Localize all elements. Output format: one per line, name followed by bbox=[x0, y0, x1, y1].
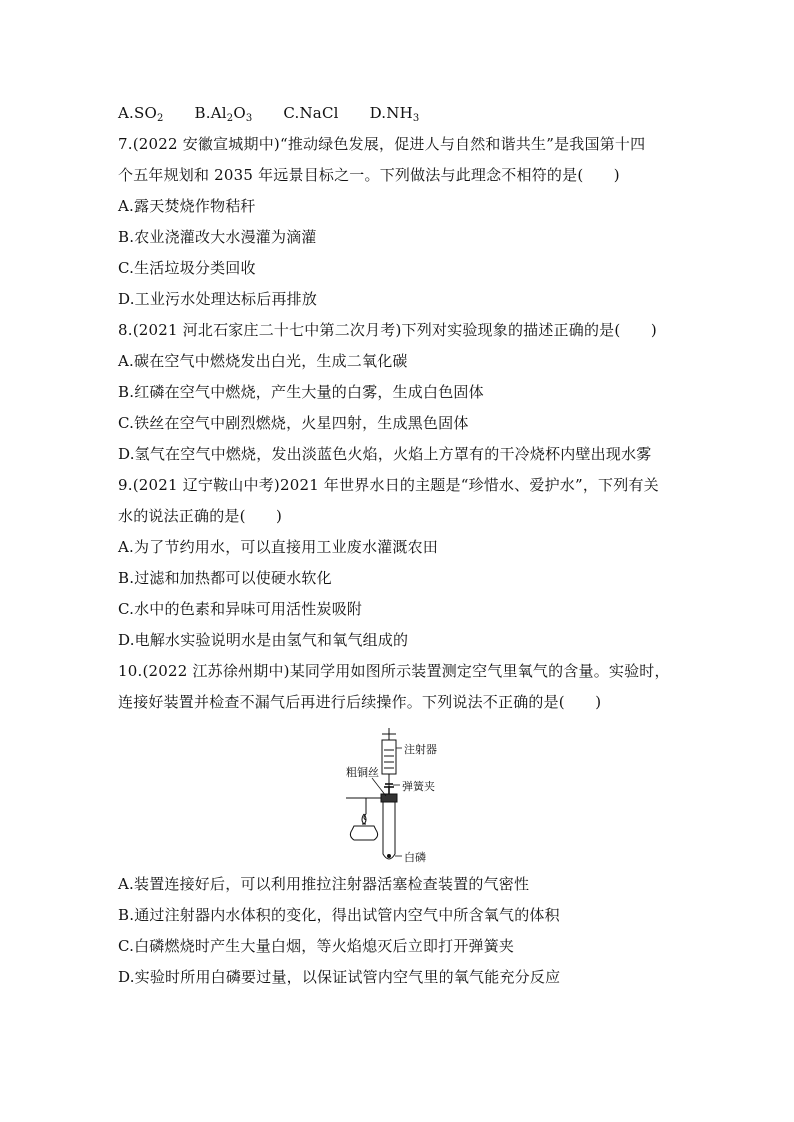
phosphorus-icon bbox=[387, 854, 391, 858]
label-syringe: 注射器 bbox=[404, 743, 437, 756]
q6-option-a: $A.SO_2$ bbox=[118, 104, 164, 124]
label-spring-clamp: 弹簧夹 bbox=[402, 780, 435, 793]
q8-option-a: A.碳在空气中燃烧发出白光，生成二氧化碳 bbox=[118, 352, 408, 370]
q7-stem-line2: 个五年规划和 2035 年远景目标之一。下列做法与此理念不相符的是( ) bbox=[118, 166, 620, 184]
q7-option-d: D.工业污水处理达标后再排放 bbox=[118, 290, 318, 308]
q8-stem-line1: 8.(2021 河北石家庄二十七中第二次月考)下列对实验现象的描述正确的是( ) bbox=[118, 321, 657, 339]
q6-option-b: $B.Al_2O_3$ bbox=[194, 104, 253, 124]
q9-option-d: D.电解水实验说明水是由氢气和氧气组成的 bbox=[118, 631, 409, 649]
q9-stem-line1: 9.(2021 辽宁鞍山中考)2021 年世界水日的主题是“珍惜水、爱护水”，下列有关 bbox=[118, 476, 659, 494]
q10-option-c: C.白磷燃烧时产生大量白烟，等火焰熄灭后立即打开弹簧夹 bbox=[118, 937, 515, 955]
q8-option-d: D.氢气在空气中燃烧，发出淡蓝色火焰，火焰上方罩有的干冷烧杯内壁出现水雾 bbox=[118, 445, 652, 463]
label-white-phosphorus: 白磷 bbox=[404, 851, 426, 864]
q10-stem-line2: 连接好装置并检查不漏气后再进行后续操作。下列说法不正确的是( ) bbox=[118, 693, 602, 711]
q9-option-b: B.过滤和加热都可以使硬水软化 bbox=[118, 569, 332, 587]
q10-stem-line1: 10.(2022 江苏徐州期中)某同学用如图所示装置测定空气里氧气的含量。实验时， bbox=[118, 662, 670, 680]
q9-option-a: A.为了节约用水，可以直接用工业废水灌溉农田 bbox=[118, 538, 439, 556]
q6-option-c: C.NaCl bbox=[283, 104, 339, 122]
q9-stem-line2: 水的说法正确的是( ) bbox=[118, 507, 283, 525]
q6-options bbox=[118, 103, 445, 123]
q10-option-b: B.通过注射器内水体积的变化，得出试管内空气中所含氧气的体积 bbox=[118, 906, 560, 924]
apparatus-figure bbox=[346, 726, 496, 866]
q7-option-b: B.农业浇灌改大水漫灌为滴灌 bbox=[118, 228, 317, 246]
q10-option-a: A.装置连接好后，可以利用推拉注射器活塞检查装置的气密性 bbox=[118, 875, 530, 893]
label-copper-wire: 粗铜丝 bbox=[346, 766, 379, 779]
q7-option-c: C.生活垃圾分类回收 bbox=[118, 259, 256, 277]
test-tube-icon bbox=[381, 794, 397, 859]
q6-option-d: $D.NH_3$ bbox=[369, 104, 420, 124]
syringe-icon bbox=[382, 728, 396, 786]
q8-option-b: B.红磷在空气中燃烧，产生大量的白雾，生成白色固体 bbox=[118, 383, 484, 401]
q9-option-c: C.水中的色素和异味可用活性炭吸附 bbox=[118, 600, 363, 618]
q7-stem-line1: 7.(2022 安徽宣城期中)“推动绿色发展，促进人与自然和谐共生”是我国第十四 bbox=[118, 135, 646, 153]
copper-wire-icon bbox=[346, 798, 381, 820]
q7-option-a: A.露天焚烧作物秸秆 bbox=[118, 197, 256, 215]
q8-option-c: C.铁丝在空气中剧烈燃烧，火星四射，生成黑色固体 bbox=[118, 414, 469, 432]
q10-option-d: D.实验时所用白磷要过量，以保证试管内空气里的氧气能充分反应 bbox=[118, 968, 561, 986]
